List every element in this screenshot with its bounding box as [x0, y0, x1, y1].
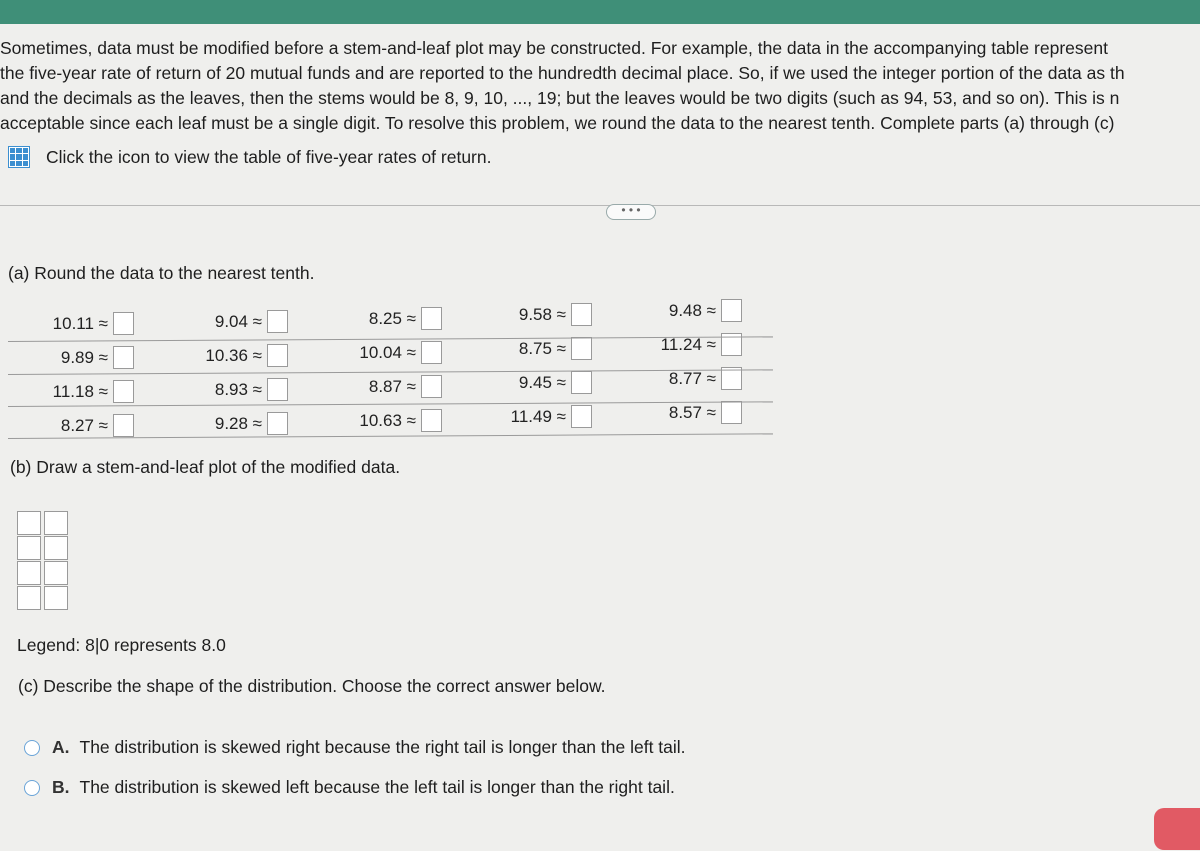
rounded-value-input[interactable] [721, 401, 742, 424]
part-c-label: (c) Describe the shape of the distribution. Choose the correct answer below. [18, 676, 606, 696]
rounded-value-input[interactable] [267, 344, 288, 367]
rounded-value-input[interactable] [571, 303, 592, 326]
rounded-value-input[interactable] [113, 346, 134, 369]
rounding-cell [612, 299, 742, 322]
top-bar [0, 0, 1200, 24]
part-b-label: (b) Draw a stem-and-leaf plot of the modified data. [10, 457, 401, 477]
rounded-value-input[interactable] [721, 299, 742, 322]
rounded-value-input[interactable] [113, 312, 134, 335]
table-grid-icon[interactable] [8, 146, 30, 168]
option-a[interactable] [24, 737, 686, 758]
rounding-cell [612, 401, 742, 424]
stem-leaf-plot [17, 511, 71, 611]
intro-line: Sometimes, data must be modified before a stem-and-leaf plot may be constructed. For example, the data in the accompanying table represent [0, 38, 1108, 58]
raw-value-label: 10.04 ≈ [359, 342, 416, 362]
raw-value-label: 8.57 ≈ [668, 402, 716, 422]
rounded-value-input[interactable] [421, 375, 442, 398]
rounding-cell [462, 337, 592, 360]
rounding-cell [4, 380, 134, 403]
stem-leaf-row [17, 536, 71, 560]
raw-value-label: 10.63 ≈ [359, 410, 416, 430]
raw-value-label: 8.25 ≈ [368, 308, 416, 328]
legend-text: Legend: 8|0 represents 8.0 [17, 635, 226, 655]
intro-line: acceptable since each leaf must be a single digit. To resolve this problem, we round the data to the nearest tenth. Complete parts (a) through (c) [0, 113, 1115, 133]
rounded-value-input[interactable] [421, 409, 442, 432]
expand-more-button[interactable]: • • • [606, 204, 656, 220]
rounding-cell [4, 312, 134, 335]
section-divider [0, 205, 1200, 206]
raw-value-label: 9.48 ≈ [668, 300, 716, 320]
raw-value-label: 8.77 ≈ [668, 368, 716, 388]
rounding-cell [462, 303, 592, 326]
rounded-value-input[interactable] [571, 337, 592, 360]
raw-value-label: 9.58 ≈ [518, 304, 566, 324]
stem-input[interactable] [17, 586, 41, 610]
rounded-value-input[interactable] [571, 371, 592, 394]
rounding-cell [158, 412, 288, 435]
rounded-value-input[interactable] [421, 341, 442, 364]
rounded-value-input[interactable] [113, 380, 134, 403]
option-b-letter: B. [52, 777, 70, 797]
rounding-cell [462, 405, 592, 428]
stem-leaf-row [17, 561, 71, 585]
raw-value-label: 9.45 ≈ [518, 372, 566, 392]
leaf-input[interactable] [44, 561, 68, 585]
rounding-cell [4, 414, 134, 437]
intro-line: the five-year rate of return of 20 mutual funds and are reported to the hundredth decimal place. So, if we used the integer portion of the data as th [0, 63, 1125, 83]
leaf-input[interactable] [44, 586, 68, 610]
rounding-cell [462, 371, 592, 394]
view-table-link[interactable] [8, 146, 491, 168]
raw-value-label: 9.04 ≈ [214, 311, 262, 331]
rounding-cell [4, 346, 134, 369]
raw-value-label: 9.28 ≈ [214, 413, 262, 433]
rounding-cell [158, 378, 288, 401]
raw-value-label: 8.27 ≈ [60, 415, 108, 435]
rounded-value-input[interactable] [267, 378, 288, 401]
option-a-text[interactable]: The distribution is skewed right because the right tail is longer than the left tail. [79, 737, 686, 757]
intro-line: and the decimals as the leaves, then the stems would be 8, 9, 10, ..., 19; but the leaves would be two digits (such as 94, 53, and so on). This is n [0, 88, 1120, 108]
radio-a[interactable] [24, 740, 40, 756]
option-b-text[interactable]: The distribution is skewed left because the left tail is longer than the right tail. [79, 777, 675, 797]
stem-leaf-row [17, 586, 71, 610]
raw-value-label: 8.75 ≈ [518, 338, 566, 358]
raw-value-label: 10.11 ≈ [52, 313, 108, 333]
stem-input[interactable] [17, 536, 41, 560]
raw-value-label: 8.87 ≈ [368, 376, 416, 396]
problem-intro [0, 36, 1200, 136]
stem-input[interactable] [17, 561, 41, 585]
raw-value-label: 8.93 ≈ [214, 379, 262, 399]
option-a-letter: A. [52, 737, 70, 757]
rounding-cell [312, 307, 442, 330]
leaf-input[interactable] [44, 511, 68, 535]
rounding-cell [312, 375, 442, 398]
stem-leaf-row [17, 511, 71, 535]
rounded-value-input[interactable] [267, 412, 288, 435]
rounded-value-input[interactable] [421, 307, 442, 330]
raw-value-label: 11.18 ≈ [52, 381, 108, 401]
rounding-cell [312, 409, 442, 432]
rounding-cell [312, 341, 442, 364]
leaf-input[interactable] [44, 536, 68, 560]
raw-value-label: 11.49 ≈ [510, 406, 566, 426]
rounded-value-input[interactable] [113, 414, 134, 437]
corner-action-button[interactable] [1154, 808, 1200, 850]
raw-value-label: 11.24 ≈ [660, 334, 716, 354]
rounding-cell [158, 344, 288, 367]
option-b[interactable] [24, 777, 675, 798]
view-table-text[interactable]: Click the icon to view the table of five-year rates of return. [46, 146, 492, 167]
rounded-value-input[interactable] [267, 310, 288, 333]
rounded-value-input[interactable] [571, 405, 592, 428]
raw-value-label: 9.89 ≈ [60, 347, 108, 367]
raw-value-label: 10.36 ≈ [205, 345, 262, 365]
part-a-label: (a) Round the data to the nearest tenth. [8, 263, 315, 283]
rounding-cell [158, 310, 288, 333]
radio-b[interactable] [24, 780, 40, 796]
stem-input[interactable] [17, 511, 41, 535]
